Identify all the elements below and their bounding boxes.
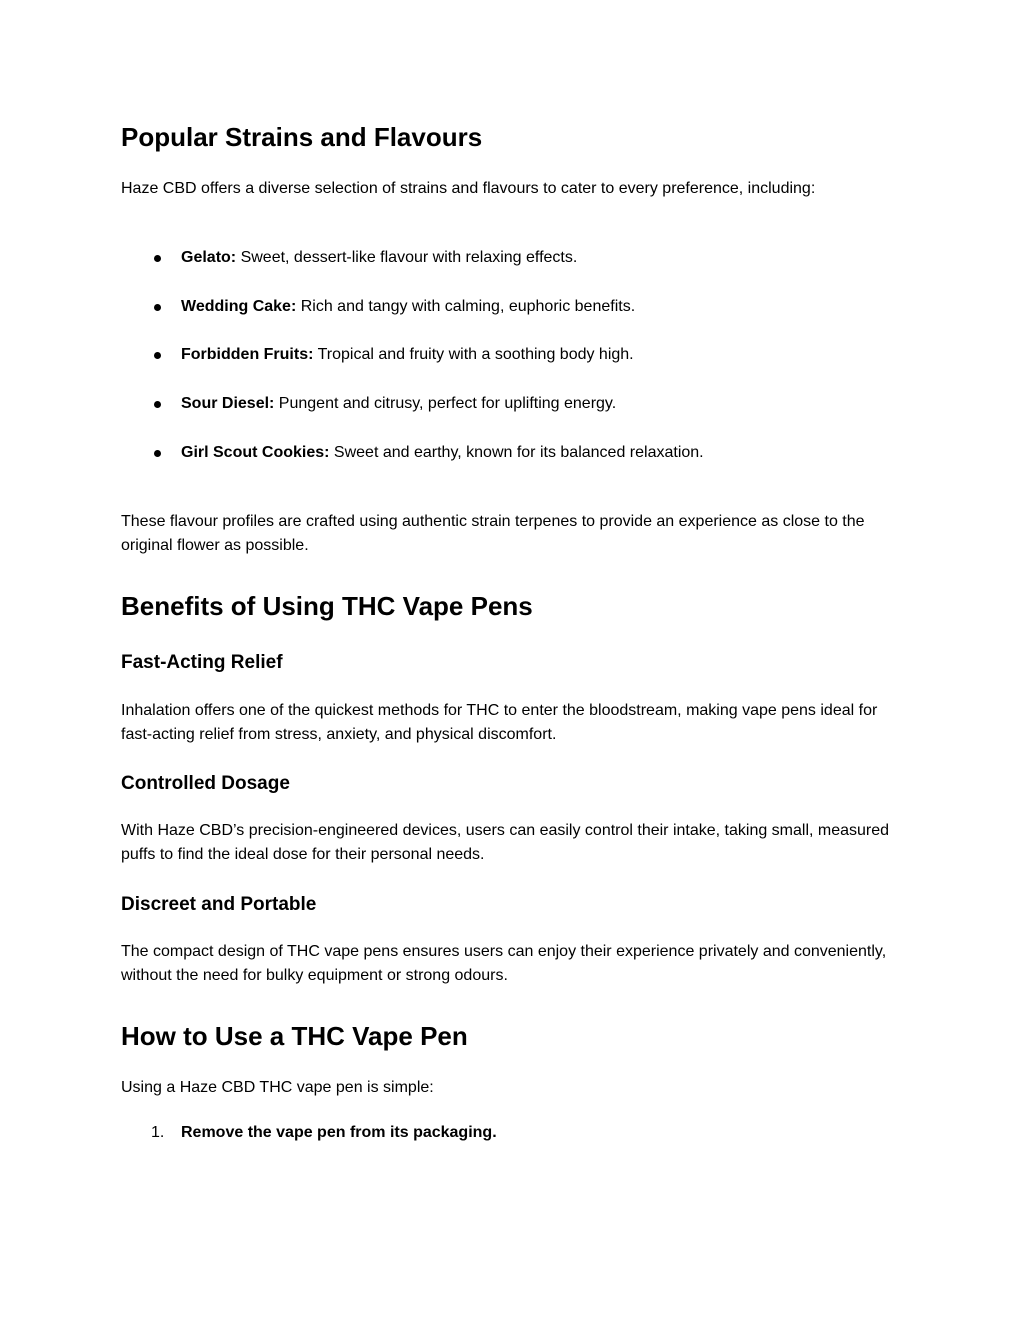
section-heading-how-to-use: How to Use a THC Vape Pen bbox=[121, 1021, 468, 1051]
list-item-text bbox=[181, 295, 635, 319]
bullet-icon bbox=[154, 450, 161, 457]
subheading-controlled-dosage: Controlled Dosage bbox=[121, 773, 290, 794]
strains-intro-paragraph: Haze CBD offers a diverse selection of strains and flavours to cater to every preference, including: bbox=[121, 180, 816, 197]
list-item-text bbox=[181, 343, 634, 367]
strain-name: Girl Scout Cookies: bbox=[181, 444, 330, 461]
strains-outro-paragraph: These flavour profiles are crafted using authentic strain terpenes to provide an experience as close to the original flower as possible. bbox=[121, 513, 865, 554]
bullet-icon bbox=[154, 401, 161, 408]
strain-name: Gelato: bbox=[181, 249, 237, 266]
discreet-portable-paragraph: The compact design of THC vape pens ensures users can enjoy their experience privately and conveniently, without the need for bulky equipment or strong odours. bbox=[121, 943, 887, 984]
bullet-icon bbox=[154, 255, 161, 262]
strain-description: Rich and tangy with calming, euphoric benefits. bbox=[296, 298, 636, 315]
how-to-use-intro-paragraph: Using a Haze CBD THC vape pen is simple: bbox=[121, 1079, 434, 1096]
strain-name: Sour Diesel: bbox=[181, 395, 275, 412]
section-heading-popular-strains: Popular Strains and Flavours bbox=[121, 122, 483, 152]
subheading-fast-acting-relief: Fast-Acting Relief bbox=[121, 652, 283, 673]
bullet-icon bbox=[154, 304, 161, 311]
list-item-text bbox=[181, 441, 704, 465]
section-heading-benefits: Benefits of Using THC Vape Pens bbox=[121, 591, 533, 621]
subheading-discreet-portable: Discreet and Portable bbox=[121, 894, 317, 915]
list-number: 1. bbox=[151, 1124, 165, 1141]
list-item-text bbox=[181, 392, 616, 416]
strain-description: Sweet and earthy, known for its balanced relaxation. bbox=[329, 444, 704, 461]
bullet-icon bbox=[154, 352, 161, 359]
fast-acting-relief-paragraph: Inhalation offers one of the quickest methods for THC to enter the bloodstream, making vape pens ideal for fast-acting relief from stress, anxiety, and physical discomfort. bbox=[121, 702, 878, 743]
strain-name: Wedding Cake: bbox=[181, 298, 297, 315]
strain-name: Forbidden Fruits: bbox=[181, 346, 314, 363]
strain-description: Pungent and citrusy, perfect for uplifting energy. bbox=[274, 395, 617, 412]
strain-description: Sweet, dessert-like flavour with relaxing effects. bbox=[236, 249, 578, 266]
controlled-dosage-paragraph: With Haze CBD’s precision-engineered devices, users can easily control their intake, taking small, measured puffs to find the ideal dose for their personal needs. bbox=[121, 822, 890, 863]
strain-description: Tropical and fruity with a soothing body high. bbox=[313, 346, 634, 363]
list-item-text bbox=[181, 246, 577, 270]
step-text: Remove the vape pen from its packaging. bbox=[181, 1124, 497, 1141]
